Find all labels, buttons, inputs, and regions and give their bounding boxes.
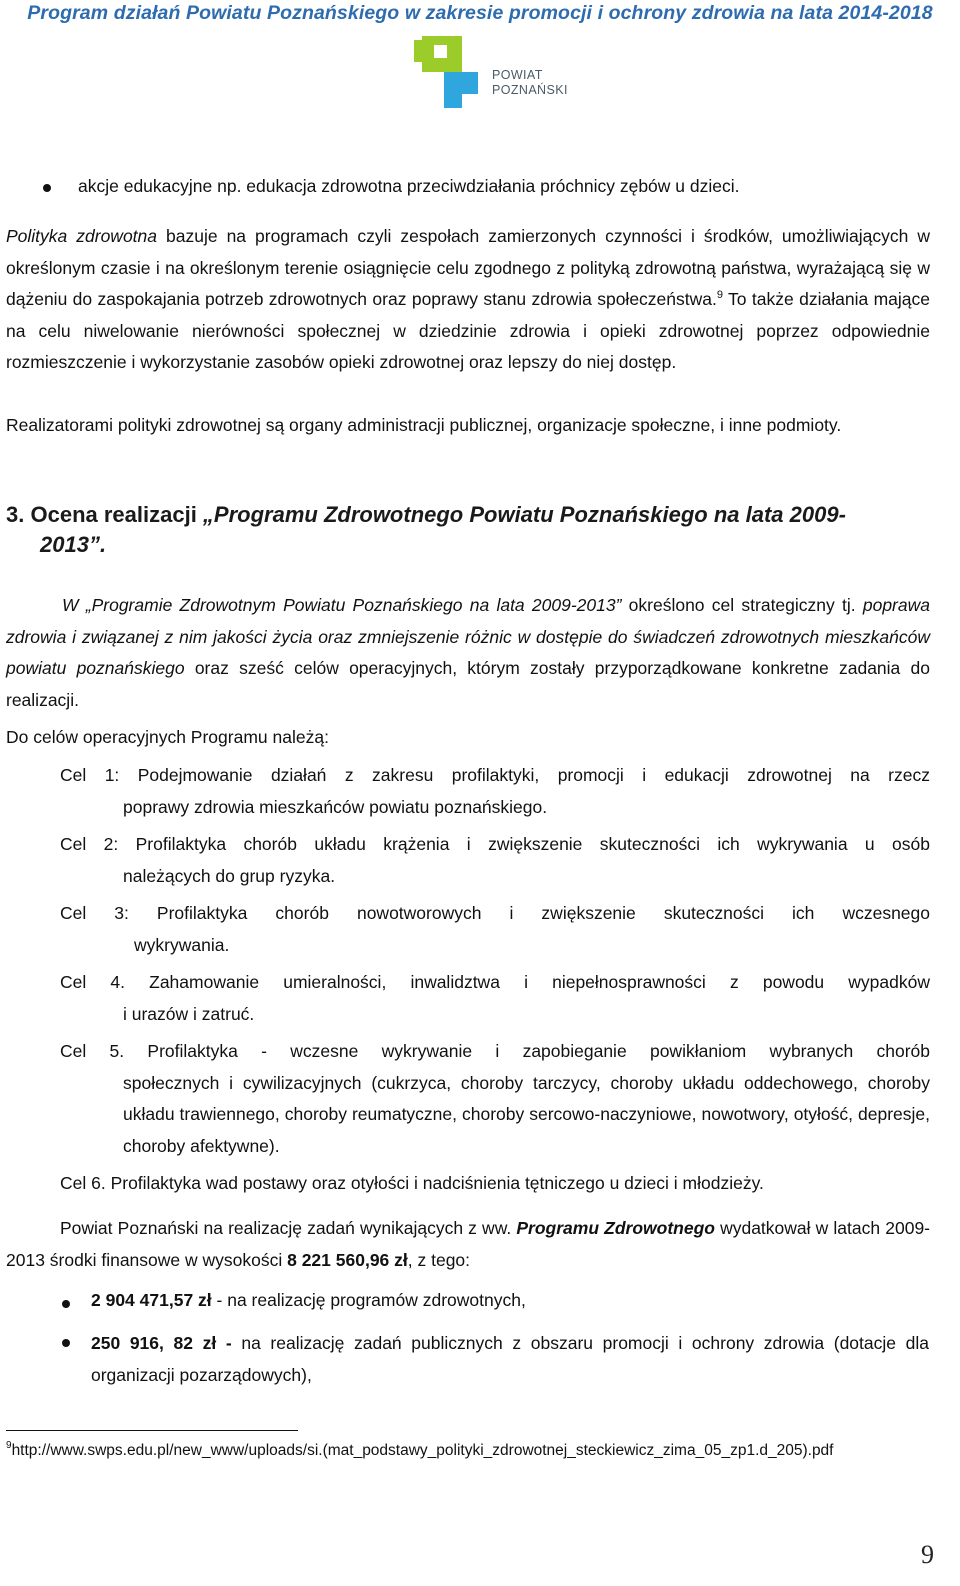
section-title-line2: 2013”. [40,532,107,557]
strategic-goal: poprawa zdrowia i związanej z nim jakości życia oraz zmniejszenie różnic w dostępie do świadczeń zdrowotnych mieszkańców powiatu poznańskiego [6,595,930,679]
bullet-icon [43,184,51,192]
para4-e: , z tego: [407,1249,471,1270]
goal-3-line1: Cel 3: Profilaktyka chorób nowotworowych i zwiększenie skuteczności ich wczesnego [60,903,930,923]
footnote-url[interactable]: http://www.swps.edu.pl/new_www/uploads/si.(mat_podstawy_polityki_zdrowotnej_steckiewicz_zima_05_zp1.d_205).pdf [11,1442,834,1459]
goal-1-rest: poprawy zdrowia mieszkańców powiatu poznańskiego. [123,796,548,817]
paragraph-spending [6,1213,930,1276]
bullet-icon [62,1339,70,1347]
header-title: Program działań Powiatu Poznańskiego w zakresie promocji i ochrony zdrowia na lata 2014-2018 [27,2,933,24]
goal-2 [60,829,930,892]
goal-2-line1: Cel 2: Profilaktyka chorób układu krążenia i zwiększenie skuteczności ich wykrywania u osób [60,834,930,854]
logo-text [492,68,568,98]
bullet-icon [62,1300,70,1308]
bullet-item-education: akcje edukacyjne np. edukacja zdrowotna przeciwdziałania próchnicy zębów u dzieci. [78,176,740,196]
goal-6-line1: Cel 6. Profilaktyka wad postawy oraz otyłości i nadciśnienia tętniczego u dzieci i młodzieży. [60,1173,764,1193]
paragraph-health-policy [6,221,930,379]
para4-c: wydatkował w latach 2009-2013 środki finansowe w wysokości [6,1218,931,1270]
goal-1 [60,760,930,823]
spend-item-2 [91,1328,929,1391]
section-title-line1: „Programu Zdrowotnego Powiatu Poznańskiego na lata 2009- [202,502,846,527]
total-amount: 8 221 560,96 zł [287,1249,408,1270]
goal-2-rest: należących do grup ryzyka. [123,865,336,886]
goal-1-line1: Cel 1: Podejmowanie działań z zakresu profilaktyki, promocji i edukacji zdrowotnej na rzecz [60,765,930,785]
term-health-policy: Polityka zdrowotna [6,226,158,246]
logo-green-square [422,36,462,72]
goal-5-rest: społecznych i cywilizacyjnych (cukrzyca, choroby tarczycy, choroby układu oddechowego, choroby układu trawiennego, choroby reumatyczne, choroby sercowo-naczyniowe, nowotwory, otyłość, depresje, choroby afektywne). [123,1072,930,1156]
spend-item-2-amount: 250 916, 82 zł - [91,1333,232,1353]
footnote-divider [6,1430,298,1431]
footnote-ref: 9 [716,289,723,302]
goal-3-rest: wykrywania. [134,934,230,955]
section-lead: Ocena realizacji [30,502,203,527]
goal-4-line1: Cel 4. Zahamowanie umieralności, inwalidztwa i niepełnosprawności z powodu wypadków [60,972,930,992]
goals-intro: Do celów operacyjnych Programu należą: [6,727,329,747]
spend-item-2-text: na realizację zadań publicznych z obszaru promocji i ochrony zdrowia (dotacje dla organizacji pozarządowych), [91,1333,929,1385]
para4-a: Powiat Poznański na realizację zadań wynikających z ww. [60,1218,517,1238]
footnote-number: 9 [6,1440,12,1451]
spend-item-1 [91,1290,526,1311]
spend-item-1-text: - na realizację programów zdrowotnych, [211,1290,526,1310]
logo-line1: POWIAT [492,68,543,82]
goal-4-rest: i urazów i zatruć. [123,1003,255,1024]
section-heading-3 [6,500,906,560]
goal-5 [60,1036,930,1162]
powiat-logo [414,34,584,110]
paragraph-implementers: Realizatorami polityki zdrowotnej są organy administracji publicznej, organizacje społeczne, i inne podmioty. [6,415,842,435]
para3-ending: oraz sześć celów operacyjnych, którym zostały przyporządkowane konkretne zadania do realizacji. [6,658,930,710]
para1-text-a: bazuje na programach czyli zespołach zamierzonych czynności i środków, umożliwiających w określonym czasie i na określonym terenie osiągnięcie celu zgodnego z polityką zdrowotną państwa, wyrażającą się w dążeniu do zaspokajania potrzeb zdrowotnych oraz poprawy stanu zdrowia społeczeństwa. [6,226,930,310]
footnote [6,1442,834,1460]
logo-blue-stem [444,72,462,108]
logo-line2: POZNAŃSKI [492,83,568,97]
para3-intro-rest: określono cel strategiczny tj. [621,595,863,615]
paragraph-program-goal [6,590,930,716]
page-number: 9 [921,1540,934,1569]
para1-text-b: To także działania mające na celu niwelowanie nierówności społecznej w dziedzinie zdrowia i opieki zdrowotnej poprzez odpowiednie rozmieszczenie i wykorzystanie zasobów opieki zdrowotnej oraz lepszy do niej dostęp. [6,289,930,373]
goal-5-line1: Cel 5. Profilaktyka - wczesne wykrywanie i zapobieganie powikłaniom wybranych chorób [60,1041,930,1061]
goal-4 [60,967,930,1030]
program-name-bold: Programu Zdrowotnego [516,1218,715,1238]
section-number: 3. [6,502,25,527]
goal-6 [60,1168,930,1200]
goal-3 [60,898,930,961]
program-name: W „Programie Zdrowotnym Powiatu Poznańskiego na lata 2009-2013” [62,595,622,615]
spend-item-1-amount: 2 904 471,57 zł [91,1290,212,1310]
